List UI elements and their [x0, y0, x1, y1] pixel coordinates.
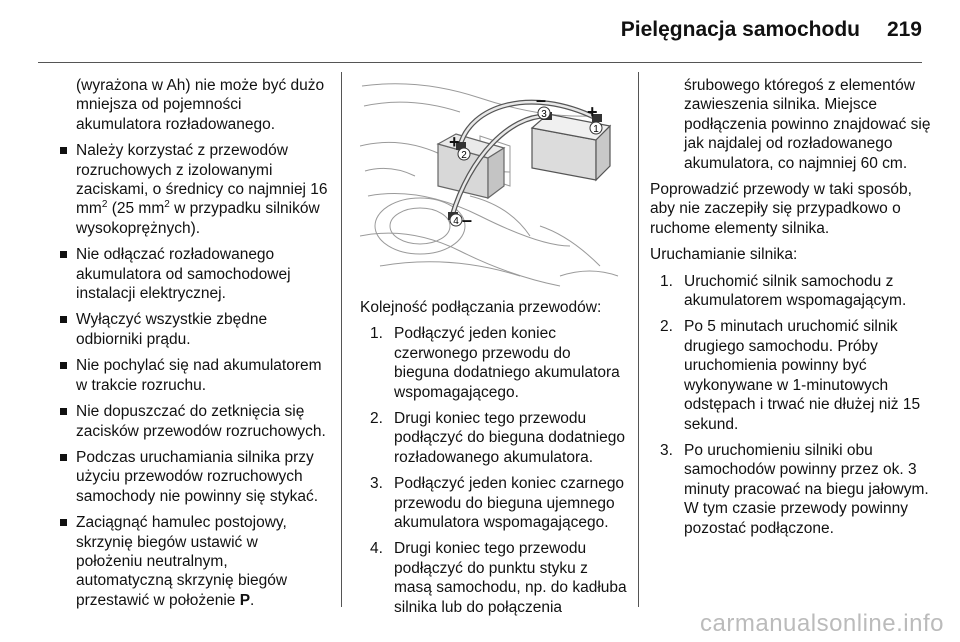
start-steps — [650, 272, 935, 538]
list-item: Nie odłączać rozładowanego akumulatora od samochodowej instalacji elektrycznej. — [58, 245, 328, 303]
list-item: 2. Po 5 minutach uruchomić silnik drugiego samochodu. Próby uruchomienia powinny być wykonywane w 1-minutowych odstępach i trwać nie dłużej niż 15 sekund. — [660, 318, 921, 433]
list-item: 4. Drugi koniec tego przewodu podłączyć do punktu styku z masą samochodu, np. do kadłuba silnika lub do połączenia — [370, 540, 627, 616]
engine-bay-drawing — [360, 76, 622, 290]
column-2 — [360, 298, 630, 624]
column-divider-1 — [341, 72, 342, 607]
continuation-text: (wyrażona w Ah) nie może być dużo mniejsza od pojemności akumulatora rozładowanego. — [76, 77, 325, 133]
label-3: 3 — [541, 109, 547, 120]
header-rule — [38, 62, 922, 63]
list-item: Podczas uruchamiania silnika przy użyciu przewodów rozruchowych samochody nie powinny się stykać. — [58, 448, 328, 506]
continuation-text: śrubowego któregoś z elementów zawieszenia silnika. Miejsce podłączenia powinno znajdować się jak najdalej od rozładowanego akumulatora, co najmniej 60 cm. — [684, 77, 931, 172]
label-4: 4 — [453, 216, 459, 227]
jump-start-illustration — [360, 76, 622, 290]
plus-sign-discharged: + — [449, 132, 460, 152]
paragraph: Poprowadzić przewody w taki sposób, aby nie zaczepiły się przypadkowo o ruchome elementy silnika. — [650, 181, 912, 237]
page-title: Pielęgnacja samochodu — [620, 18, 860, 41]
minus-sign-booster: – — [536, 90, 547, 110]
watermark: carmanualsonline.info — [700, 610, 944, 637]
column-3 — [650, 76, 935, 545]
label-2: 2 — [461, 150, 467, 161]
list-item: 3. Podłączyć jeden koniec czarnego przewodu do bieguna ujemnego akumulatora wspomagającego. — [370, 475, 625, 532]
list-item: 1. Uruchomić silnik samochodu z akumulatorem wspomagającym. — [660, 272, 907, 310]
section-heading: Kolejność podłączania przewodów: — [360, 299, 602, 316]
plus-sign-booster: + — [587, 102, 598, 122]
page-header — [0, 0, 960, 58]
bullet-list — [58, 141, 328, 610]
page-number: 219 — [886, 18, 922, 41]
list-item: 3. Po uruchomieniu silniki obu samochodów powinny przez ok. 3 minuty pracować na biegu jałowym. W tym czasie przewody powinny pozostać podłączone. — [660, 441, 929, 537]
section-heading: Uruchamianie silnika: — [650, 246, 798, 264]
column-divider-2 — [638, 72, 639, 607]
connection-steps — [360, 324, 630, 617]
list-item: 2. Drugi koniec tego przewodu podłączyć do bieguna dodatniego rozładowanego akumulatora. — [370, 410, 625, 466]
list-item: Wyłączyć wszystkie zbędne odbiorniki prądu. — [58, 310, 328, 349]
list-item: 1. Podłączyć jeden koniec czerwonego przewodu do bieguna dodatniego akumulatora wspomagającego. — [370, 325, 620, 401]
label-1: 1 — [593, 124, 599, 135]
list-item: Zaciągnąć hamulec postojowy, skrzynię biegów ustawić w położeniu neutralnym, automatyczną skrzynię biegów przestawić w położenie P. — [58, 513, 328, 610]
list-item: Nie dopuszczać do zetknięcia się zacisków przewodów rozruchowych. — [58, 402, 328, 441]
minus-sign-ground: – — [462, 210, 473, 230]
column-1 — [58, 76, 328, 617]
list-item: Nie pochylać się nad akumulatorem w trakcie rozruchu. — [58, 356, 328, 395]
list-item: Należy korzystać z przewodów rozruchowych z izolowanymi zaciskami, o średnicy co najmniej 16 $mm^2$ (25 $mm^2$ w przypadku silników wysokoprężnych). — [58, 141, 328, 238]
